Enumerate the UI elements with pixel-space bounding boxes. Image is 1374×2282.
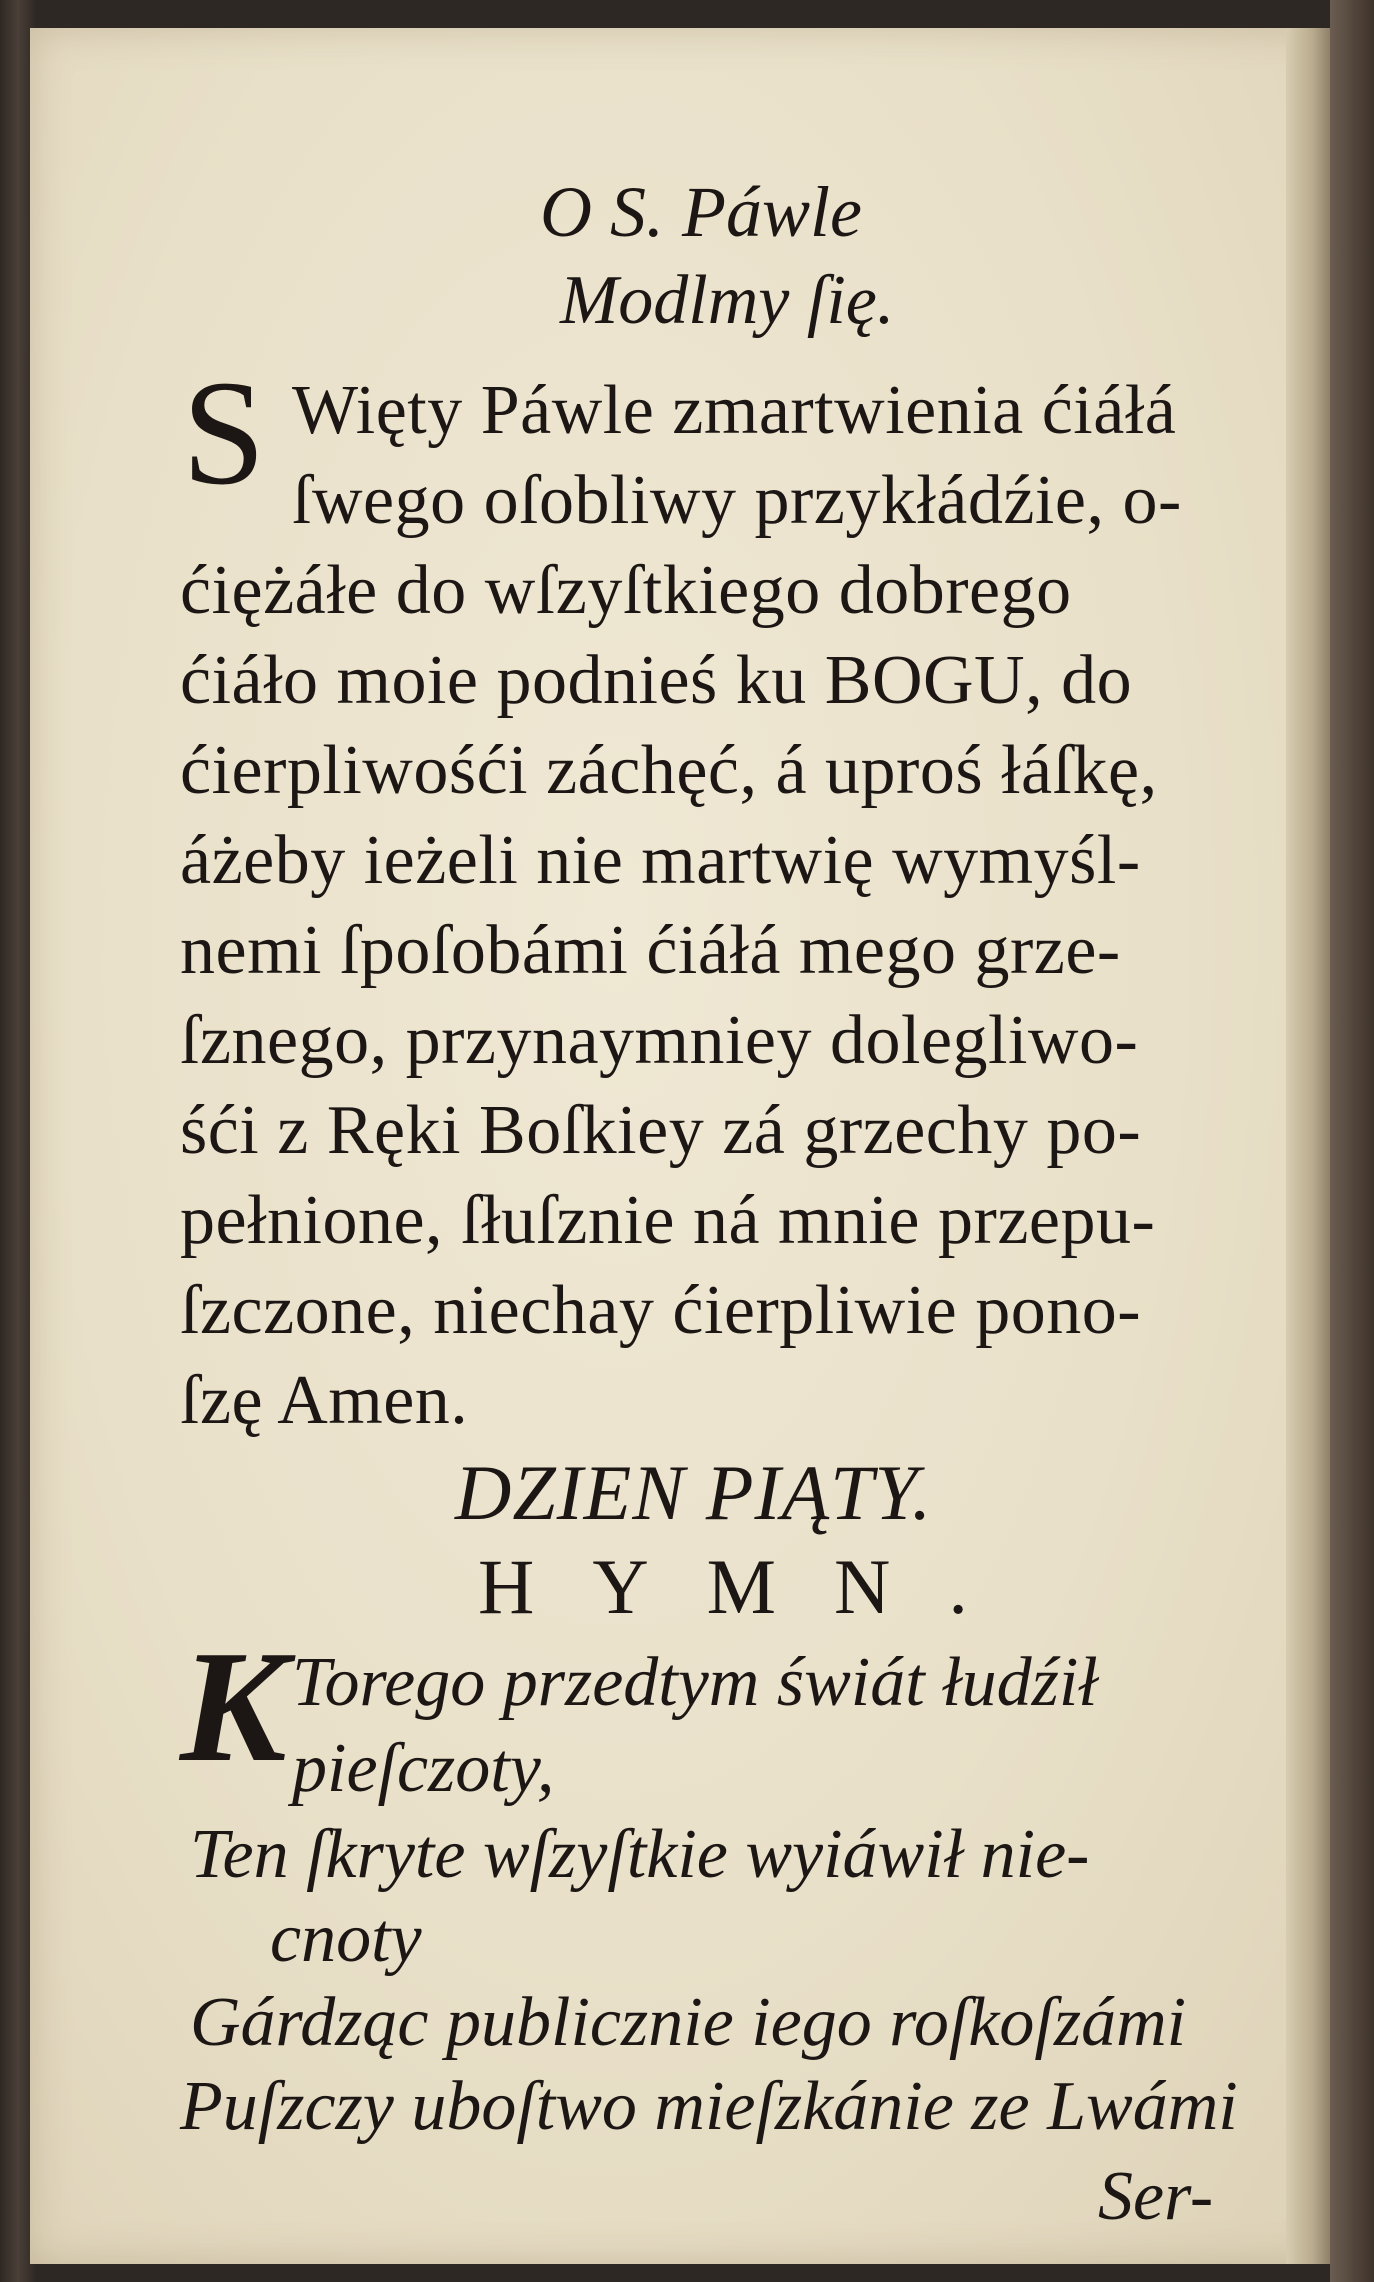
catchword: Ser- (1098, 2158, 1214, 2235)
hymn-line: pieſczoty, (292, 1730, 555, 1807)
prayer-line: Więty Páwle zmartwienia ćiáłá (292, 372, 1177, 449)
hymn-drop-cap: K (180, 1617, 287, 1795)
hymn-line: cnoty (270, 1900, 422, 1977)
book-page (30, 28, 1330, 2264)
prayer-line: ſzę Amen. (180, 1362, 469, 1439)
prayer-line: ſwego oſobliwy przykłádźie, o- (292, 462, 1182, 539)
hymn-line: Puſzczy uboſtwo mieſzkánie ze Lwámi (180, 2068, 1238, 2145)
hymn-line: Ten ſkryte wſzyſtkie wyiáwił nie- (190, 1816, 1090, 1893)
prayer-line: pełnione, ſłuſznie ná mnie przepu- (180, 1182, 1156, 1259)
book-spine-edge (1330, 0, 1374, 2282)
page-heading: O S. Páwle (540, 172, 862, 252)
hymn-line: Gárdząc publicznie iego roſkoſzámi (190, 1984, 1187, 2061)
hymn-heading: HYMN. (478, 1543, 1026, 1630)
hymn-line: Torego przedtym świát łudźił (292, 1644, 1098, 1721)
prayer-line: ćiáło moie podnieś ku BOGU, do (180, 642, 1133, 719)
prayer-line: ſzczone, niechay ćierpliwie pono- (180, 1272, 1142, 1349)
prayer-line: ćierpliwośći záchęć, á uproś łáſkę, (180, 732, 1158, 809)
prayer-line: ſznego, przynaymniey dolegliwo- (180, 1002, 1139, 1079)
prayer-line: áżeby ieżeli nie martwię wymyśl- (180, 822, 1141, 899)
page-gutter-shadow (1286, 28, 1330, 2264)
prayer-line: ćiężáłe do wſzyſtkiego dobrego (180, 552, 1072, 629)
day-title: DZIEN PIĄTY. (455, 1449, 933, 1536)
prayer-line: śći z Ręki Boſkiey zá grzechy po- (180, 1092, 1142, 1169)
prayer-drop-cap: S (182, 350, 266, 516)
prayer-line: nemi ſpoſobámi ćiáłá mego grze- (180, 912, 1121, 989)
page-subheading: Modlmy ſię. (560, 262, 895, 339)
